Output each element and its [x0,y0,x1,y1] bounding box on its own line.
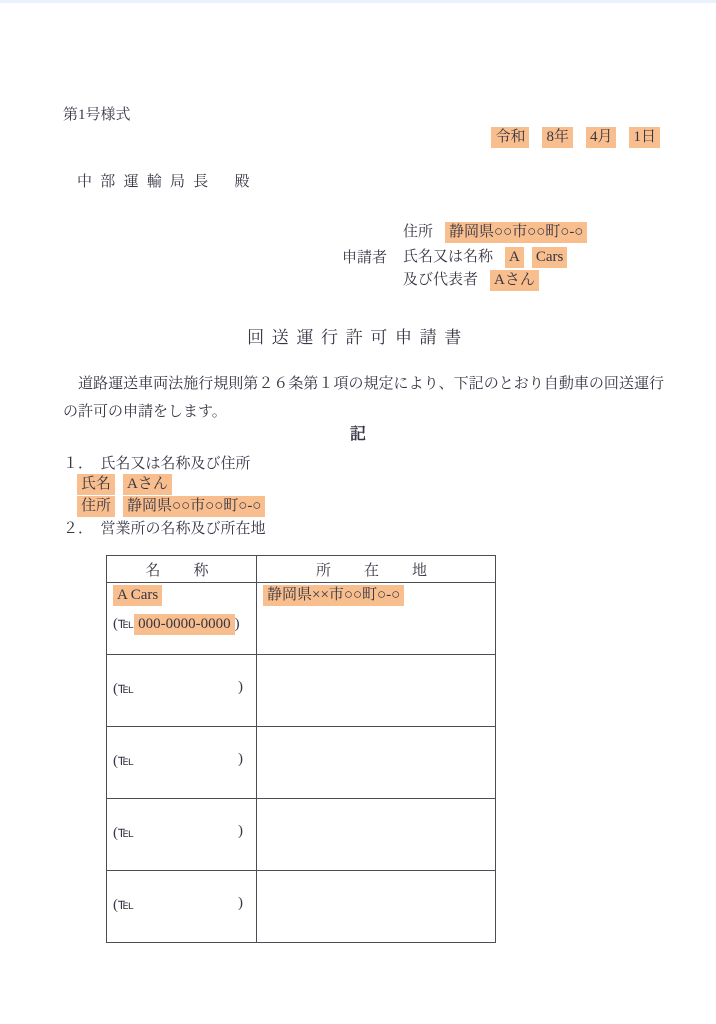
date-era: 令和 [491,127,529,148]
cell-name-tel [107,727,257,799]
table-header-location: 所 在 地 [257,556,496,583]
section1-heading: １． 氏名又は名称及び住所 [63,456,251,472]
applicant-name-label: 氏名又は名称 [403,249,494,265]
date-year: 8年 [542,127,573,148]
addressee-office: 中部運輸局長 [77,174,217,190]
tel-line [113,679,243,698]
list-marker-ki: 記 [349,426,366,443]
tel-line [113,751,243,770]
cell-name-tel [107,871,257,943]
cell-location [257,799,496,871]
document-title: 回送運行許可申請書 [247,328,469,347]
applicant-address-value: 静岡県○○市○○町○-○ [445,222,587,243]
section2-heading: ２． 営業所の名称及び所在地 [63,521,266,537]
tel-close: ) [238,751,243,767]
applicant-label: 申請者 [342,250,388,266]
table-row [107,871,496,943]
applicant-name-line [403,245,567,268]
office-name-value: A Cars [113,585,162,606]
cell-location [257,655,496,727]
cell-name-tel [107,583,257,655]
tel-line [113,823,243,842]
body-paragraph: 道路運送車両法施行規則第２６条第１項の規定により、下記のとおり自動車の回送運行の許可の申請をします。 [63,376,664,420]
section1-address-value: 静岡県○○市○○町○-○ [123,496,265,517]
section1-name-label: 氏名 [77,474,115,495]
office-table [106,555,496,943]
tel-open: (℡ [113,615,135,632]
table-row [107,655,496,727]
applicant-representative-value: Aさん [490,270,539,291]
table-header-row [107,556,496,583]
addressee-honorific: 殿 [234,174,250,190]
tel-open: (℡ [113,897,135,913]
tel-open: (℡ [113,825,135,841]
applicant-representative-label: 及び代表者 [403,272,479,288]
section1-name-line [77,474,172,495]
tel-close: ) [238,823,243,839]
date-month: 4月 [586,127,617,148]
section1-address-line [77,496,265,517]
tel-line [113,895,243,914]
cell-name-tel [107,655,257,727]
addressee-line [77,170,250,191]
table-row [107,727,496,799]
cell-location [257,871,496,943]
cell-location [257,583,496,655]
table-row [107,799,496,871]
date-day: 1日 [629,127,660,148]
table-row [107,583,496,655]
applicant-address-line [403,220,587,243]
tel-close: ) [238,679,243,695]
table-header-name: 名 称 [107,556,257,583]
tel-open: (℡ [113,681,135,697]
section1-address-label: 住所 [77,496,115,517]
applicant-representative-line [403,268,539,291]
tel-value: 000-0000-0000 [134,614,235,635]
tel-open: (℡ [113,753,135,769]
applicant-name-value-1: A [505,247,524,268]
cell-name-tel [107,799,257,871]
cell-location [257,727,496,799]
tel-close: ) [234,615,240,632]
applicant-name-value-2: Cars [532,247,568,268]
section1-name-value: Aさん [123,474,172,495]
office-location-value: 静岡県××市○○町○-○ [263,585,404,606]
form-code: 第1号様式 [63,107,131,123]
applicant-address-label: 住所 [403,224,434,240]
tel-close: ) [238,895,243,911]
date-line [478,127,660,148]
page-top-edge [0,0,716,3]
tel-line [113,614,243,635]
